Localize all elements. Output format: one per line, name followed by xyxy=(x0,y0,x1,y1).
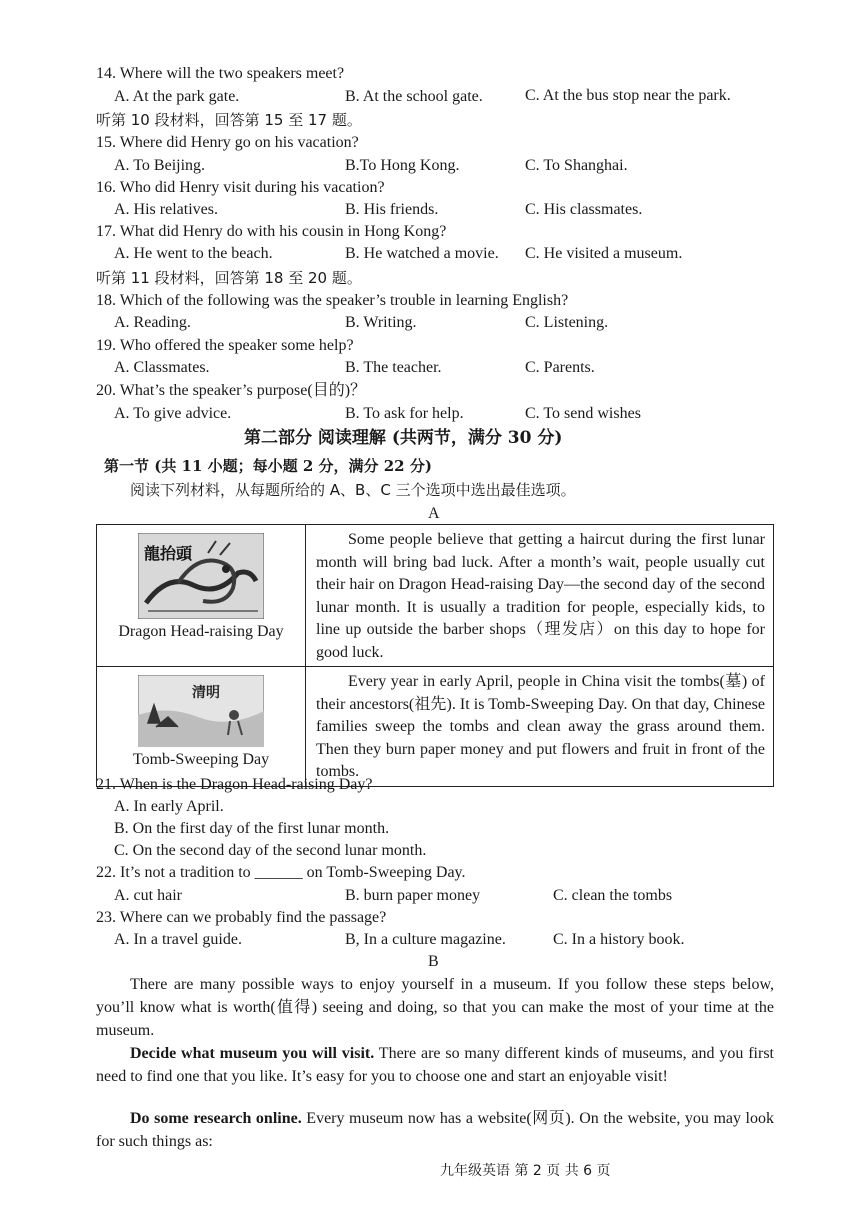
passage-a-table xyxy=(96,524,774,787)
question-15: 15. Where did Henry go on his vacation? xyxy=(96,134,359,151)
table-row xyxy=(97,667,774,787)
question-16: 16. Who did Henry visit during his vacation? xyxy=(96,179,385,196)
instruction-passage-11: 听第 11 段材料，回答第 18 至 20 题。 xyxy=(96,269,362,287)
q20-option-c: C. To send wishes xyxy=(525,405,641,422)
reading-instruction: 阅读下列材料，从每题所给的 A、B、C 三个选项中选出最佳选项。 xyxy=(130,481,576,499)
question-21: 21. When is the Dragon Head-raising Day? xyxy=(96,776,373,793)
q23-option-a: A. In a travel guide. xyxy=(114,931,242,948)
section-one-title: 第一节 (共 11 小题；每小题 2 分，满分 22 分) xyxy=(104,457,432,475)
tomb-sweeping-picture xyxy=(138,675,264,747)
step-1-text: There are so many different kinds of museums, and you first need to find one that you like. It’s easy for you to choose one and start an enjoyable visit! xyxy=(96,1045,775,1085)
q19-option-a: A. Classmates. xyxy=(114,359,210,376)
q14-option-a: A. At the park gate. xyxy=(114,88,240,105)
q17-option-b: B. He watched a movie. xyxy=(345,245,499,262)
dragon-text-cell xyxy=(306,525,774,667)
q17-option-c: C. He visited a museum. xyxy=(525,245,683,262)
passage-b-letter: B xyxy=(428,953,439,970)
q21-option-b: B. On the first day of the first lunar month. xyxy=(114,820,390,837)
question-23: 23. Where can we probably find the passage? xyxy=(96,909,387,926)
passage-a-letter: A xyxy=(428,505,440,522)
dragon-paragraph: Some people believe that getting a haircut during the first lunar month will bring bad luck. After a month’s wait, people usually cut their hair on Dragon Head-raising Day—the second day of the second lunar month. It is usually a tradition for people, especially kids, to line up outside the barber shops（理发店）on this day to hope for good luck. xyxy=(316,531,765,661)
q16-option-a: A. His relatives. xyxy=(114,201,218,218)
question-17: 17. What did Henry do with his cousin in Hong Kong? xyxy=(96,223,447,240)
q15-option-c: C. To Shanghai. xyxy=(525,157,628,174)
q20-option-a: A. To give advice. xyxy=(114,405,232,422)
q18-option-c: C. Listening. xyxy=(525,314,609,331)
tomb-text-cell xyxy=(306,667,774,787)
passage-b-intro-text: There are many possible ways to enjoy yourself in a museum. If you follow these steps below, you’ll know what is worth(值得) seeing and doing, so that you can make the most of your time at the museum. xyxy=(96,976,774,1039)
q20-option-b: B. To ask for help. xyxy=(345,405,464,422)
question-19: 19. Who offered the speaker some help? xyxy=(96,337,354,354)
q15-option-a: A. To Beijing. xyxy=(114,157,206,174)
q22-option-b: B. burn paper money xyxy=(345,887,481,904)
q21-option-a: A. In early April. xyxy=(114,798,224,815)
q16-option-c: C. His classmates. xyxy=(525,201,643,218)
q23-option-c: C. In a history book. xyxy=(553,931,685,948)
q23-option-b: B, In a culture magazine. xyxy=(345,931,506,948)
tomb-image-cell xyxy=(97,667,306,787)
q21-option-c: C. On the second day of the second lunar month. xyxy=(114,842,427,859)
q19-option-c: C. Parents. xyxy=(525,359,595,376)
table-row xyxy=(97,525,774,667)
q14-option-b: B. At the school gate. xyxy=(345,88,483,105)
tomb-paragraph: Every year in early April, people in China visit the tombs(墓) of their ancestors(祖先). It is Tomb-Sweeping Day. On that day, Chinese families sweep the tombs and clean away the grass around them. Then they burn paper money and put flowers and fruit in front of the tombs. xyxy=(316,673,765,780)
dragon-caption: Dragon Head-raising Day xyxy=(118,623,284,640)
step-1-heading: Decide what museum you will visit. xyxy=(130,1045,375,1062)
q14-option-c: C. At the bus stop near the park. xyxy=(525,87,731,104)
question-18: 18. Which of the following was the speaker’s trouble in learning English? xyxy=(96,292,569,309)
q17-option-a: A. He went to the beach. xyxy=(114,245,273,262)
dragon-image-cell xyxy=(97,525,306,667)
q15-option-b: B.To Hong Kong. xyxy=(345,157,460,174)
part-two-title: 第二部分 阅读理解 (共两节，满分 30 分) xyxy=(244,428,563,448)
dragon-head-raising-picture xyxy=(138,533,264,619)
passage-b-intro xyxy=(96,973,774,1042)
passage-b-step-1 xyxy=(96,1042,774,1088)
q18-option-b: B. Writing. xyxy=(345,314,417,331)
q22-option-c: C. clean the tombs xyxy=(553,887,673,904)
q18-option-a: A. Reading. xyxy=(114,314,191,331)
instruction-passage-10: 听第 10 段材料，回答第 15 至 17 题。 xyxy=(96,111,362,129)
question-20: 20. What’s the speaker’s purpose(目的)？ xyxy=(96,382,367,399)
page-footer: 九年级英语 第 2 页 共 6 页 xyxy=(440,1163,611,1179)
dragon-image-text: 龍抬頭 xyxy=(144,544,193,563)
q16-option-b: B. His friends. xyxy=(345,201,439,218)
step-2-heading: Do some research online. xyxy=(130,1110,302,1127)
step-2-text: Every museum now has a website(网页). On the website, you may look for such things as: xyxy=(96,1110,774,1150)
question-22: 22. It’s not a tradition to ______ on Tomb-Sweeping Day. xyxy=(96,864,466,881)
question-14: 14. Where will the two speakers meet? xyxy=(96,65,345,82)
tomb-image-text: 清明 xyxy=(192,685,220,701)
passage-b-step-2 xyxy=(96,1107,774,1153)
q22-option-a: A. cut hair xyxy=(114,887,182,904)
tomb-caption: Tomb-Sweeping Day xyxy=(132,751,270,768)
q19-option-b: B. The teacher. xyxy=(345,359,442,376)
